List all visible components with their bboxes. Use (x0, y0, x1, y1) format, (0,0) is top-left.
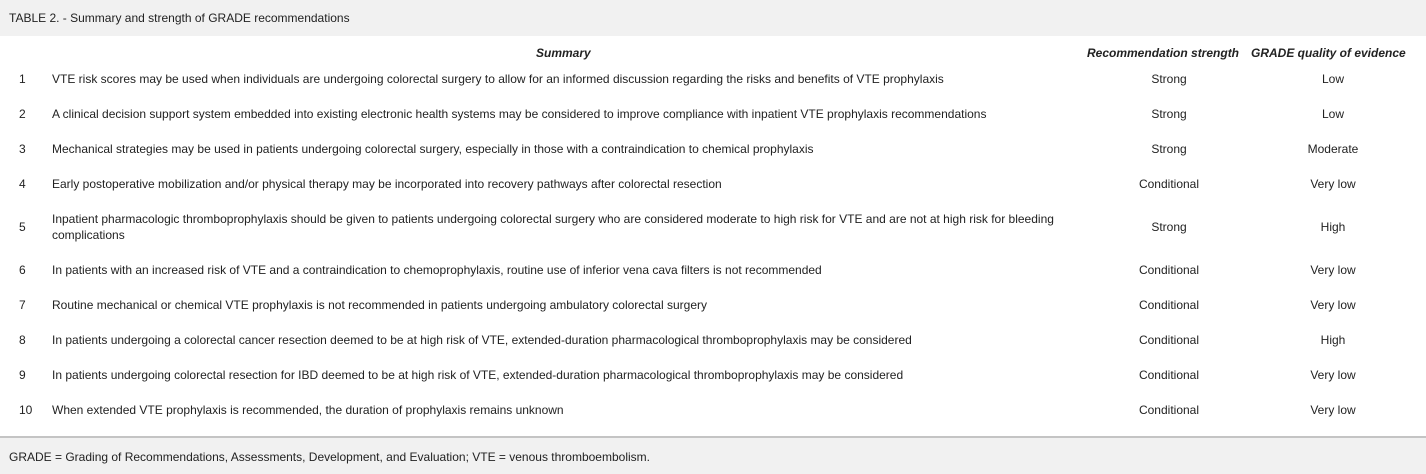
row-strength: Conditional (1138, 176, 1200, 191)
row-strength: Strong (1151, 71, 1187, 86)
row-number: 8 (19, 332, 26, 347)
table-row (0, 166, 1426, 201)
table-row (0, 96, 1426, 131)
row-number: 10 (19, 402, 33, 417)
row-summary: When extended VTE prophylaxis is recommended, the duration of prophylaxis remains unknown (52, 402, 564, 417)
row-strength: Conditional (1138, 332, 1200, 347)
row-summary: VTE risk scores may be used when individuals are undergoing colorectal surgery to allow for an informed discussion regarding the risks and benefits of VTE prophylaxis (52, 71, 944, 86)
table-row (0, 322, 1426, 357)
table-footnote: GRADE = Grading of Recommendations, Assessments, Development, and Evaluation; VTE = venous thromboembolism. (9, 450, 650, 464)
table-caption: TABLE 2. - Summary and strength of GRADE recommendations (9, 11, 350, 25)
row-quality: High (1320, 332, 1346, 347)
row-strength: Strong (1151, 141, 1187, 156)
row-summary: Mechanical strategies may be used in patients undergoing colorectal surgery, especially in those with a contraindication to chemical prophylaxis (52, 141, 814, 156)
table-row (0, 357, 1426, 392)
table-caption-bar (0, 0, 1426, 36)
header-summary: Summary (536, 46, 591, 60)
table-row (0, 287, 1426, 322)
header-grade-quality: GRADE quality of evidence (1251, 46, 1406, 60)
row-quality: Low (1321, 106, 1344, 121)
row-strength: Strong (1151, 106, 1187, 121)
row-summary: A clinical decision support system embedded into existing electronic health systems may be considered to improve compliance with inpatient VTE prophylaxis recommendations (52, 106, 987, 121)
table-row (0, 61, 1426, 96)
header-recommendation-strength: Recommendation strength (1087, 46, 1240, 60)
row-summary: In patients undergoing colorectal resection for IBD deemed to be at high risk of VTE, extended-duration pharmacological thromboprophylaxis may be considered (52, 367, 904, 382)
row-number: 3 (19, 141, 26, 156)
row-summary: In patients undergoing a colorectal cancer resection deemed to be at high risk of VTE, extended-duration pharmacological thromboprophylaxis may be considered (52, 332, 912, 347)
row-quality: Very low (1310, 297, 1356, 312)
row-summary: Early postoperative mobilization and/or physical therapy may be incorporated into recovery pathways after colorectal resection (52, 176, 722, 191)
row-number: 2 (19, 106, 26, 121)
row-number: 5 (19, 219, 26, 234)
row-quality: Low (1321, 71, 1344, 86)
row-number: 7 (19, 297, 26, 312)
row-quality: Very low (1310, 367, 1356, 382)
row-quality: Very low (1310, 262, 1356, 277)
row-quality: Very low (1310, 176, 1356, 191)
table-row (0, 392, 1426, 427)
row-number: 9 (19, 367, 26, 382)
row-summary: Routine mechanical or chemical VTE prophylaxis is not recommended in patients undergoing ambulatory colorectal surgery (52, 297, 707, 312)
row-quality: High (1320, 219, 1346, 234)
row-number: 1 (19, 71, 26, 86)
row-number: 6 (19, 262, 26, 277)
row-summary: In patients with an increased risk of VTE and a contraindication to chemoprophylaxis, routine use of inferior vena cava filters is not recommended (52, 262, 822, 277)
row-quality: Moderate (1307, 141, 1359, 156)
table-row (0, 131, 1426, 166)
table-row (0, 201, 1426, 252)
row-strength: Conditional (1138, 402, 1200, 417)
row-number: 4 (19, 176, 26, 191)
row-quality: Very low (1310, 402, 1356, 417)
row-summary: Inpatient pharmacologic thromboprophylaxis should be given to patients undergoing colorectal surgery who are considered moderate to high risk for VTE and are not at high risk for bleeding complications (52, 211, 1054, 242)
row-strength: Conditional (1138, 262, 1200, 277)
row-strength: Strong (1151, 219, 1187, 234)
table-footnote-bar (0, 438, 1426, 474)
row-strength: Conditional (1138, 297, 1200, 312)
row-strength: Conditional (1138, 367, 1200, 382)
table-row (0, 252, 1426, 287)
